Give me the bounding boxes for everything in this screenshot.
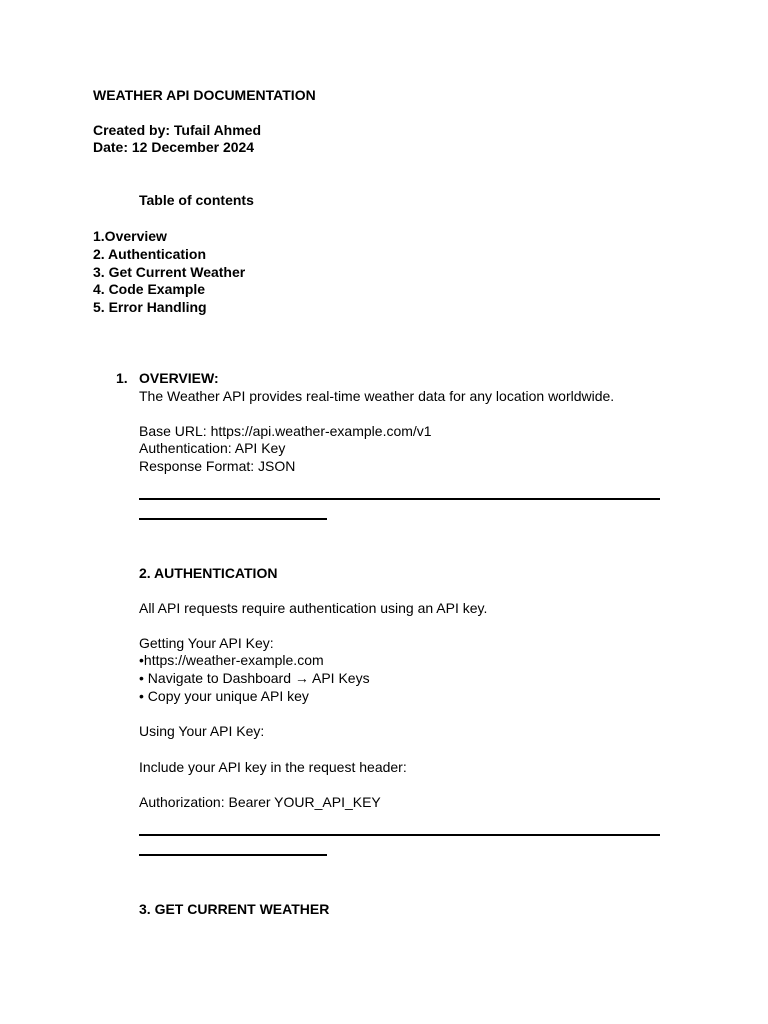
author-line: Created by: Tufail Ahmed	[93, 122, 262, 138]
toc-item-overview: 1.Overview	[93, 228, 167, 244]
toc-item-error-handling: 5. Error Handling	[93, 299, 207, 315]
section-divider-1b	[139, 518, 327, 520]
toc-item-code-example: 4. Code Example	[93, 281, 206, 297]
overview-intro: The Weather API provides real-time weather data for any location worldwide.	[139, 388, 615, 404]
section-divider-1a	[139, 498, 660, 500]
include-key-text: Include your API key in the request header:	[139, 759, 407, 775]
section-divider-2b	[139, 854, 327, 856]
using-key-label: Using Your API Key:	[139, 723, 265, 739]
authentication-intro: All API requests require authentication using an API key.	[139, 600, 488, 616]
step-website: •https://weather-example.com	[139, 652, 324, 668]
getting-key-label: Getting Your API Key:	[139, 635, 274, 651]
overview-heading: OVERVIEW:	[139, 370, 219, 386]
header-example: Authorization: Bearer YOUR_API_KEY	[139, 794, 381, 810]
document-title: WEATHER API DOCUMENTATION	[93, 87, 316, 103]
toc-item-authentication: 2. Authentication	[93, 246, 207, 262]
authentication-heading: 2. AUTHENTICATION	[139, 565, 278, 581]
overview-auth: Authentication: API Key	[139, 440, 286, 456]
overview-format: Response Format: JSON	[139, 458, 296, 474]
overview-base-url: Base URL: https://api.weather-example.com/v1	[139, 423, 432, 439]
toc-heading: Table of contents	[139, 192, 254, 208]
section-divider-2a	[139, 834, 660, 836]
current-weather-heading: 3. GET CURRENT WEATHER	[139, 901, 330, 917]
step-dashboard: • Navigate to Dashboard → API Keys	[139, 670, 370, 686]
step-copy-key: • Copy your unique API key	[139, 688, 309, 704]
date-line: Date: 12 December 2024	[93, 139, 255, 155]
overview-number: 1.	[116, 370, 128, 386]
toc-item-current-weather: 3. Get Current Weather	[93, 264, 246, 280]
